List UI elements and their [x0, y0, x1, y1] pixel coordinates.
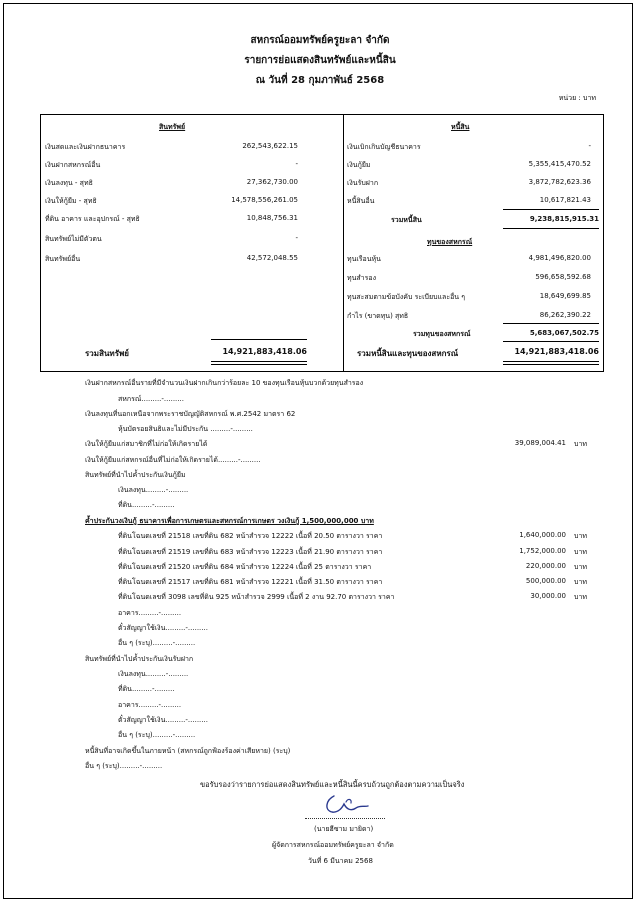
signatory-position: ผู้จัดการสหกรณ์ออมทรัพย์ครูยะลา จำกัด — [272, 841, 394, 849]
pledge-value: 30,000.00 — [530, 592, 566, 600]
liability-label: หนี้สินอื่น — [347, 197, 375, 205]
note-line: อาคาร.........-......... — [118, 609, 182, 617]
note-line: เงินฝากสหกรณ์อื่นรายที่มีจำนวนเงินฝากเกินกว่าร้อยละ 10 ของทุนเรือนหุ้นบวกด้วยทุนสำรอง — [85, 379, 364, 387]
equity-value: 18,649,699.85 — [539, 292, 591, 300]
note-line: เงินลงทุน.........-......... — [118, 486, 189, 494]
note-line: สินทรัพย์ที่นำไปค้ำประกันเงินรับฝาก — [85, 655, 194, 663]
liabilities-total-value: 9,238,815,915.31 — [529, 215, 599, 223]
note-line: เงินให้กู้ยืมแก่สมาชิกที่ไม่ก่อให้เกิดรายได้ — [85, 440, 208, 448]
pledge-value: 220,000.00 — [525, 562, 566, 570]
asset-label: เงินให้กู้ยืม - สุทธิ — [45, 197, 97, 205]
asset-value: - — [295, 234, 298, 242]
pledge-unit: บาท — [574, 563, 587, 571]
report-date: ณ วันที่ 28 กุมภาพันธ์ 2568 — [255, 75, 385, 86]
asset-value: 42,572,048.55 — [246, 254, 298, 262]
asset-label: เงินสดและเงินฝากธนาคาร — [45, 143, 126, 151]
liability-value: - — [588, 142, 591, 150]
grand-total-label: รวมหนี้สินและทุนของสหกรณ์ — [357, 349, 459, 358]
equity-total-value: 5,683,067,502.75 — [529, 329, 599, 337]
note-line: เงินลงทุนที่นอกเหนือจากพระราชบัญญัติสหกรณ์ พ.ศ.2542 มาตรา 62 — [85, 410, 296, 418]
liabilities-total-label: รวมหนี้สิน — [391, 216, 422, 224]
balance-table — [40, 114, 604, 372]
asset-label: ที่ดิน อาคาร และอุปกรณ์ - สุทธิ — [45, 215, 140, 223]
equity-label: ทุนสะสมตามข้อบังคับ ระเบียบและอื่น ๆ — [347, 293, 466, 301]
equity-label: ทุนสำรอง — [347, 274, 376, 282]
pledge-item: ที่ดินโฉนดเลขที่ 21517 เลขที่ดิน 681 หน้าสำรวจ 12221 เนื้อที่ 31.50 ตารางวา ราคา — [118, 578, 383, 586]
asset-value: 14,578,556,261.05 — [231, 196, 298, 204]
note-line: เงินลงทุน.........-......... — [118, 670, 189, 678]
asset-value: 27,362,730.00 — [246, 178, 298, 186]
asset-value: 10,848,756.31 — [246, 214, 298, 222]
report-title: รายการย่อแสดงสินทรัพย์และหนี้สิน — [244, 55, 396, 66]
equity-value: 4,981,496,820.00 — [528, 254, 591, 262]
note-value: 39,089,004.41 — [514, 439, 566, 447]
equity-value: 86,262,390.22 — [539, 311, 591, 319]
note-line: ที่ดิน.........-......... — [118, 501, 175, 509]
pledge-unit: บาท — [574, 532, 587, 540]
pledge-item: ที่ดินโฉนดเลขที่ 3098 เลขที่ดิน 925 หน้าสำรวจ 2999 เนื้อที่ 2 งาน 92.70 ตารางวา ราคา — [118, 593, 395, 601]
liability-label: เงินกู้ยืม — [347, 161, 371, 169]
pledge-item: ที่ดินโฉนดเลขที่ 21520 เลขที่ดิน 684 หน้าสำรวจ 12224 เนื้อที่ 25 ตารางวา ราคา — [118, 563, 372, 571]
note-line: เงินให้กู้ยืมแก่สหกรณ์อื่นที่ไม่ก่อให้เกิดรายได้.........-......... — [85, 456, 261, 464]
pledge-value: 1,752,000.00 — [519, 547, 566, 555]
org-name: สหกรณ์ออมทรัพย์ครูยะลา จำกัด — [250, 35, 390, 46]
certification-text: ขอรับรองว่ารายการย่อแสดงสินทรัพย์และหนี้สินนี้ครบถ้วนถูกต้องตามความเป็นจริง — [200, 780, 465, 789]
asset-label: สินทรัพย์อื่น — [45, 255, 81, 263]
note-unit: บาท — [574, 440, 587, 448]
pledge-value: 1,640,000.00 — [519, 531, 566, 539]
pledge-item: ที่ดินโฉนดเลขที่ 21518 เลขที่ดิน 682 หน้าสำรวจ 12222 เนื้อที่ 20.50 ตารางวา ราคา — [118, 532, 383, 540]
signature-line — [305, 818, 385, 819]
asset-label: เงินฝากสหกรณ์อื่น — [45, 161, 101, 169]
assets-heading: สินทรัพย์ — [159, 123, 186, 131]
assets-total-rule — [211, 339, 307, 340]
grand-total-double-rule — [503, 361, 599, 365]
pledge-value: 500,000.00 — [525, 577, 566, 585]
note-line: อาคาร.........-......... — [118, 701, 182, 709]
note-line: หุ้นบัตรอยสินธิและไม่มีประกัน .........-......... — [118, 425, 253, 433]
unit-label: หน่วย : บาท — [558, 94, 596, 102]
liability-label: เงินรับฝาก — [347, 179, 379, 187]
column-divider — [343, 115, 344, 371]
note-line: ตั๋วสัญญาใช้เงิน.........-......... — [118, 624, 208, 632]
note-line: สหกรณ์.........-......... — [118, 395, 184, 403]
pledge-item: ที่ดินโฉนดเลขที่ 21519 เลขที่ดิน 683 หน้าสำรวจ 12223 เนื้อที่ 21.90 ตารางวา ราคา — [118, 548, 383, 556]
asset-value: 262,543,622.15 — [242, 142, 298, 150]
equity-total-underline — [503, 341, 599, 342]
asset-label: เงินลงทุน - สุทธิ — [45, 179, 93, 187]
liabilities-total-underline — [503, 228, 599, 229]
note-line: หนี้สินที่อาจเกิดขึ้นในภายหน้า (สหกรณ์ถูกฟ้องร้องค่าเสียหาย) (ระบุ) — [85, 747, 291, 755]
liabilities-total-rule — [503, 209, 599, 210]
equity-value: 596,658,592.68 — [535, 273, 591, 281]
pledge-unit: บาท — [574, 578, 587, 586]
assets-total-label: รวมสินทรัพย์ — [85, 349, 129, 358]
equity-label: ทุนเรือนหุ้น — [347, 255, 381, 263]
assets-total-double-rule — [211, 361, 307, 365]
signature-image — [316, 790, 372, 818]
liability-value: 5,355,415,470.52 — [528, 160, 591, 168]
pledge-heading: ค้ำประกันวงเงินกู้ ธนาคารเพื่อการเกษตรและสหกรณ์การเกษตร วงเงินกู้ 1,500,000,000 บาท — [85, 517, 374, 525]
signatory-name: (นายฮีซาม มายิดา) — [314, 825, 374, 833]
asset-value: - — [295, 160, 298, 168]
liability-label: เงินเบิกเกินบัญชีธนาคาร — [347, 143, 421, 151]
note-line: ที่ดิน.........-......... — [118, 685, 175, 693]
note-line: ตั๋วสัญญาใช้เงิน.........-......... — [118, 716, 208, 724]
note-line: อื่น ๆ (ระบุ).........-......... — [118, 639, 196, 647]
grand-total-value: 14,921,883,418.06 — [514, 347, 599, 356]
equity-total-rule — [503, 323, 599, 324]
liability-value: 10,617,821.43 — [539, 196, 591, 204]
note-line: อื่น ๆ (ระบุ).........-......... — [118, 731, 196, 739]
liabilities-heading: หนี้สิน — [451, 123, 470, 131]
equity-total-label: รวมทุนของสหกรณ์ — [413, 330, 471, 338]
note-line: สินทรัพย์ที่นำไปค้ำประกันเงินกู้ยืม — [85, 471, 186, 479]
note-line: อื่น ๆ (ระบุ).........-......... — [85, 762, 163, 770]
assets-total-value: 14,921,883,418.06 — [222, 347, 307, 356]
equity-heading: ทุนของสหกรณ์ — [427, 238, 473, 246]
pledge-unit: บาท — [574, 548, 587, 556]
liability-value: 3,872,782,623.36 — [528, 178, 591, 186]
asset-label: สินทรัพย์ไม่มีตัวตน — [45, 235, 102, 243]
equity-label: กำไร (ขาดทุน) สุทธิ — [347, 312, 409, 320]
signature-date: วันที่ 6 มีนาคม 2568 — [308, 857, 373, 865]
pledge-unit: บาท — [574, 593, 587, 601]
